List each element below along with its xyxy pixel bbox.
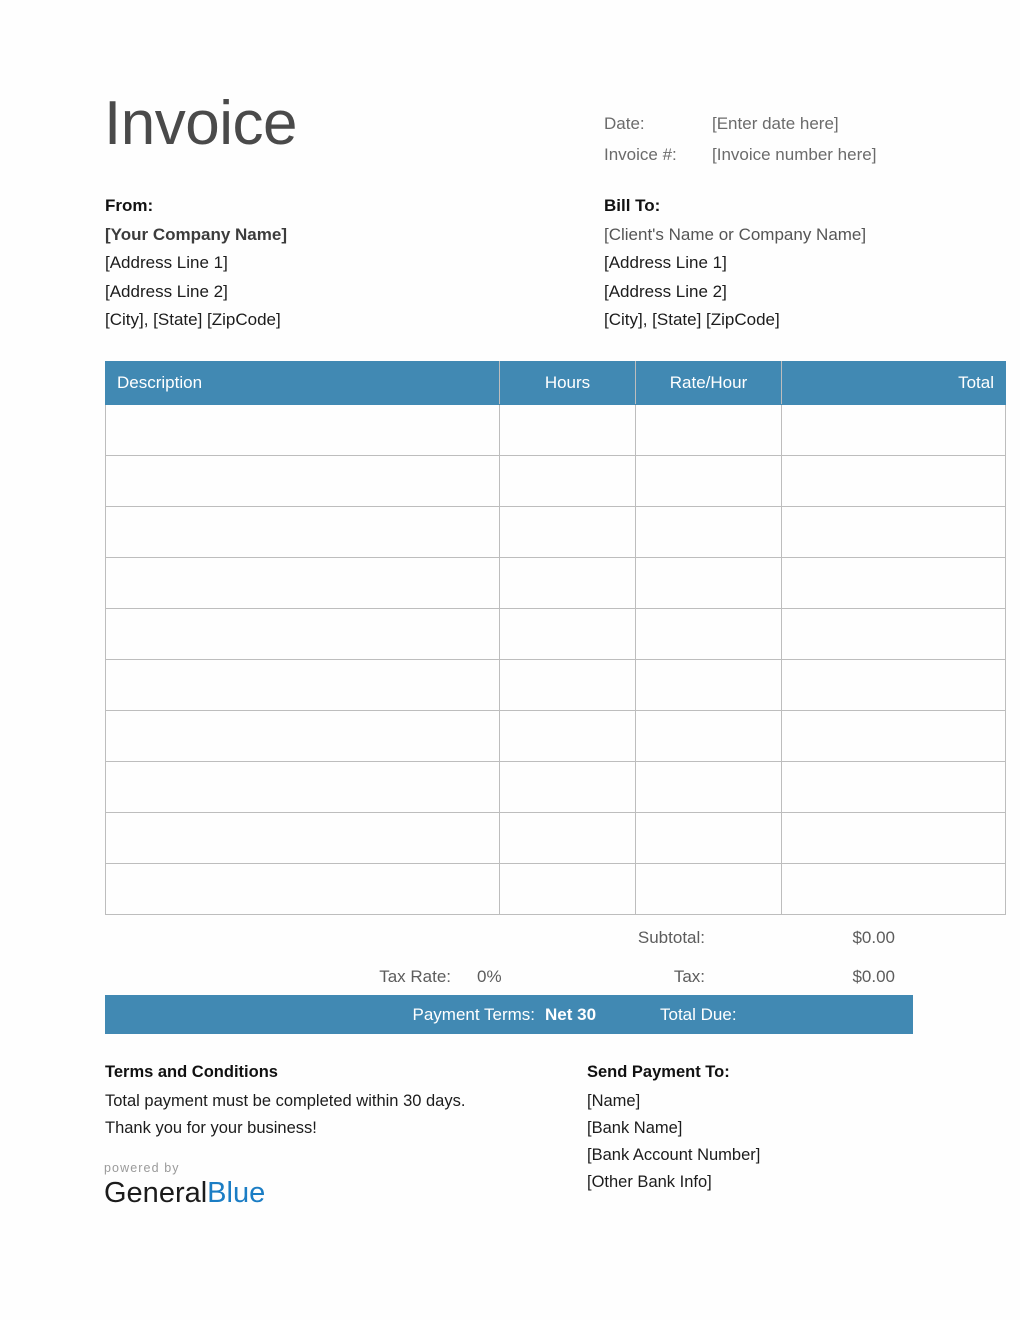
tax-rate-label: Tax Rate: [379,967,451,986]
cell-rate-per-hour[interactable] [636,405,782,456]
cell-description[interactable] [106,405,500,456]
cell-rate-per-hour[interactable] [636,711,782,762]
payment-bank-account-number[interactable]: [Bank Account Number] [587,1146,761,1164]
cell-hours[interactable] [500,609,636,660]
date-value[interactable]: [Enter date here] [712,114,839,133]
bill-to-address-line-1[interactable]: [Address Line 1] [604,253,727,272]
line-items-header [106,362,1006,405]
cell-rate-per-hour[interactable] [636,813,782,864]
invoice-number-label: Invoice #: [604,145,677,164]
column-header-description: Description [106,362,500,405]
cell-rate-per-hour[interactable] [636,609,782,660]
subtotal-label: Subtotal: [637,928,705,947]
cell-total[interactable] [782,711,1006,762]
cell-total[interactable] [782,507,1006,558]
payment-other-bank-info[interactable]: [Other Bank Info] [587,1173,712,1191]
terms-line-2: Thank you for your business! [105,1119,317,1137]
cell-description[interactable] [106,813,500,864]
table-row [106,456,1006,507]
payment-bank-name[interactable]: [Bank Name] [587,1119,683,1137]
cell-hours[interactable] [500,405,636,456]
payment-terms-value[interactable]: Net 30 [545,1005,597,1024]
table-row [106,609,1006,660]
table-row [106,660,1006,711]
cell-hours[interactable] [500,660,636,711]
table-row [106,711,1006,762]
column-header-total: Total [782,362,1006,405]
table-row [106,864,1006,915]
logo-wordmark [104,1176,265,1210]
meta-row-invoice-number [604,139,876,170]
logo-text-blue: Blue [207,1177,266,1209]
bill-to-block [604,192,866,335]
total-due-label: Total Due: [660,1005,737,1024]
send-payment-to-block [587,1059,760,1196]
cell-hours[interactable] [500,762,636,813]
cell-rate-per-hour[interactable] [636,864,782,915]
cell-hours[interactable] [500,507,636,558]
cell-total[interactable] [782,405,1006,456]
cell-total[interactable] [782,609,1006,660]
bill-to-client-name[interactable]: [Client's Name or Company Name] [604,224,867,244]
cell-description[interactable] [106,609,500,660]
from-address-line-1[interactable]: [Address Line 1] [105,253,228,272]
cell-total[interactable] [782,762,1006,813]
table-row [106,813,1006,864]
generalblue-logo [104,1160,265,1210]
terms-and-conditions-heading: Terms and Conditions [105,1063,278,1081]
from-address-line-2[interactable]: [Address Line 2] [105,281,228,301]
column-header-rate-per-hour: Rate/Hour [636,362,782,405]
terms-and-conditions-block [105,1059,465,1142]
line-items-body [106,405,1006,915]
send-payment-to-heading: Send Payment To: [587,1063,730,1081]
meta-row-date [604,108,876,139]
powered-by-label: powered by [104,1161,180,1175]
payment-terms-label: Payment Terms: [412,1005,535,1024]
payment-name[interactable]: [Name] [587,1092,641,1110]
column-header-hours: Hours [500,362,636,405]
bill-to-heading: Bill To: [604,196,661,215]
cell-rate-per-hour[interactable] [636,558,782,609]
invoice-number-value[interactable]: [Invoice number here] [712,145,877,164]
cell-total[interactable] [782,558,1006,609]
cell-hours[interactable] [500,813,636,864]
cell-rate-per-hour[interactable] [636,456,782,507]
date-label: Date: [604,114,645,133]
table-row [106,762,1006,813]
cell-hours[interactable] [500,864,636,915]
table-row [106,558,1006,609]
invoice-meta [604,108,876,170]
logo-text-general: General [104,1177,208,1209]
cell-hours[interactable] [500,711,636,762]
table-row [106,405,1006,456]
terms-line-1: Total payment must be completed within 30 days. [105,1092,466,1110]
table-row [106,507,1006,558]
tax-rate-value[interactable]: 0% [477,967,502,986]
cell-description[interactable] [106,660,500,711]
cell-description[interactable] [106,864,500,915]
from-city-state-zip[interactable]: [City], [State] [ZipCode] [105,310,281,329]
subtotal-value: $0.00 [852,928,895,947]
cell-description[interactable] [106,456,500,507]
cell-description[interactable] [106,711,500,762]
payment-terms-bar [105,995,913,1034]
cell-total[interactable] [782,813,1006,864]
line-items-table [105,361,1006,915]
cell-hours[interactable] [500,456,636,507]
from-heading: From: [105,196,154,215]
cell-total[interactable] [782,456,1006,507]
tax-label: Tax: [673,967,705,986]
cell-description[interactable] [106,558,500,609]
table-header-row [106,362,1006,405]
tax-row [105,957,913,996]
from-company-name[interactable]: [Your Company Name] [105,224,287,244]
tax-value: $0.00 [852,967,895,986]
cell-rate-per-hour[interactable] [636,507,782,558]
bill-to-address-line-2[interactable]: [Address Line 2] [604,281,727,301]
cell-total[interactable] [782,660,1006,711]
cell-description[interactable] [106,507,500,558]
cell-hours[interactable] [500,558,636,609]
totals-section [105,918,913,996]
subtotal-row [105,918,913,957]
cell-rate-per-hour[interactable] [636,660,782,711]
from-block [105,192,287,335]
cell-rate-per-hour[interactable] [636,762,782,813]
bill-to-city-state-zip[interactable]: [City], [State] [ZipCode] [604,310,780,329]
page-title: Invoice [104,89,297,158]
cell-total[interactable] [782,864,1006,915]
cell-description[interactable] [106,762,500,813]
